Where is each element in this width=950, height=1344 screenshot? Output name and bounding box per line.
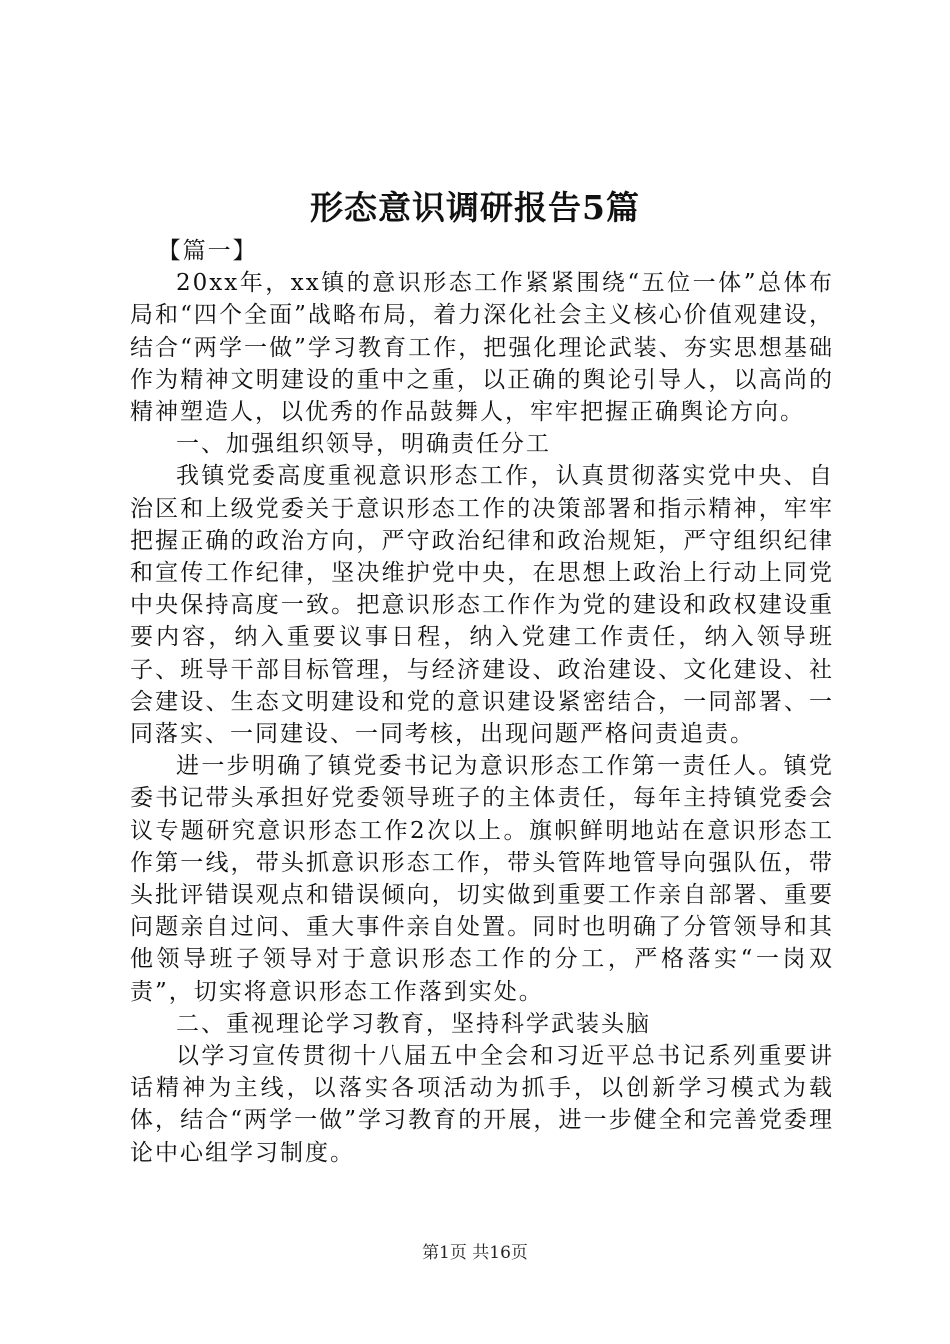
section-label: 【篇一】 [157, 238, 258, 264]
paragraph-party-committee: 我镇党委高度重视意识形态工作，认真贯彻落实党中央、自治区和上级党委关于意识形态工作的决策部署和指示精神，牢牢把握正确的政治方向，严守政治纪律和政治规矩，严守组织纪律和宣传工作纪律，坚决维护党中央，在思想上政治上行动上同党中央保持高度一致。把意识形态工作作为党的建设和政权建设重要内容，纳入重要议事日程，纳入党建工作责任，纳入领导班子、班导干部目标管理，与经济建设、政治建设、文化建设、社会建设、生态文明建设和党的意识建设紧密结合，一同部署、一同落实、一同建设、一同考核，出现问题严格问责追责。 [130, 463, 834, 748]
document-title: 形态意识调研报告5篇 [310, 188, 640, 227]
heading-section-one: 一、加强组织领导，明确责任分工 [176, 431, 551, 458]
page-footer: 第1页 共16页 [422, 1243, 528, 1263]
document-body [130, 235, 834, 1169]
paragraph-intro: 20xx年，xx镇的意识形态工作紧紧围绕“五位一体”总体布局和“四个全面”战略布局，着力深化社会主义核心价值观建设，结合“两学一做”学习教育工作，把强化理论武装、夯实思想基础作为精神文明建设的重中之重，以正确的舆论引导人，以高尚的精神塑造人，以优秀的作品鼓舞人，牢牢把握正确舆论方向。 [130, 270, 834, 426]
heading-section-two: 二、重视理论学习教育，坚持科学武装头脑 [176, 1010, 651, 1037]
paragraph-responsibility: 进一步明确了镇党委书记为意识形态工作第一责任人。镇党委书记带头承担好党委领导班子的主体责任，每年主持镇党委会议专题研究意识形态工作2次以上。旗帜鲜明地站在意识形态工作第一线，带头抓意识形态工作，带头管阵地管导向强队伍，带头批评错误观点和错误倾向，切实做到重要工作亲自部署、重要问题亲自过问、重大事件亲自处置。同时也明确了分管领导和其他领导班子领导对于意识形态工作的分工，严格落实“一岗双责”，切实将意识形态工作落到实处。 [130, 753, 834, 1005]
paragraph-theory-study: 以学习宣传贯彻十八届五中全会和习近平总书记系列重要讲话精神为主线，以落实各项活动为抓手，以创新学习模式为载体，结合“两学一做”学习教育的开展，进一步健全和完善党委理论中心组学习制度。 [130, 1043, 834, 1166]
